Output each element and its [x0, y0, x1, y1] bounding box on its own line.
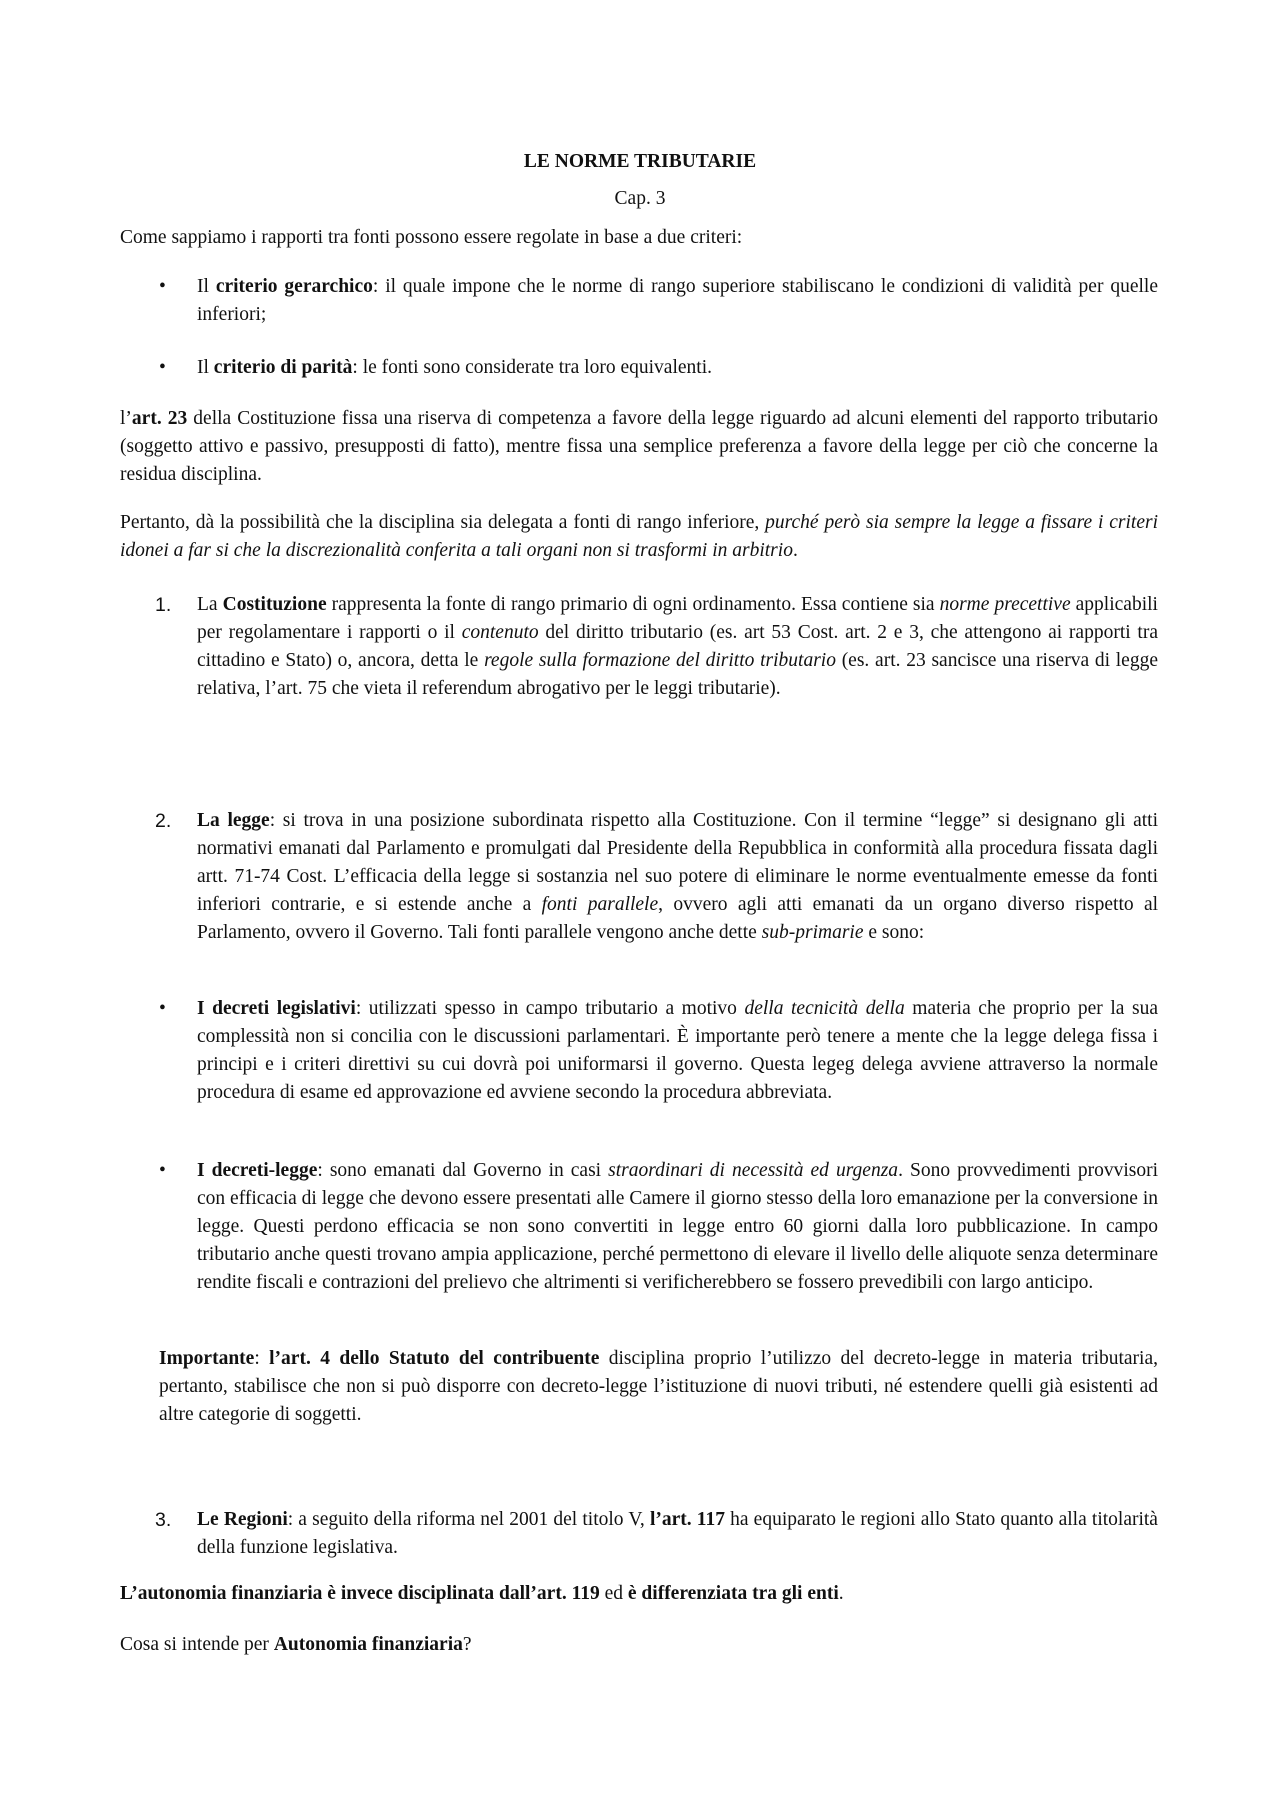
paragraph-autonomia: L’autonomia finanziaria è invece disciplinata dall’art. 119 ed è differenziata tra gli enti.	[120, 1583, 844, 1604]
paragraph-art-23: l’art. 23 della Costituzione fissa una riserva di competenza a favore della legge riguardo ad alcuni elementi del rapporto tributario (soggetto attivo e passivo, presupposti di fatto), mentre fissa una semplice preferenza a favore della legge per ciò che concerne la residua disciplina.	[120, 408, 1158, 485]
bullet-marker: •	[159, 357, 166, 378]
list-item-decreti-legislativi: I decreti legislativi: utilizzati spesso in campo tributario a motivo della tecnicità della materia che proprio per la sua complessità non si concilia con le discussioni parlamentari. È importante però tenere a mente che la legge delega fissa i principi e i criteri direttivi su cui dovrà poi uniformarsi il governo. Questa legeg delega avviene attraverso la normale procedura di esame ed approvazione ed avviene secondo la procedura abbreviata.	[197, 998, 1158, 1103]
bullet-marker: •	[159, 998, 166, 1019]
paragraph-pertanto: Pertanto, dà la possibilità che la disciplina sia delegata a fonti di rango inferiore, purché però sia sempre la legge a fissare i criteri idonei a far si che la discrezionalità conferita a tali organi non si trasformi in arbitrio.	[120, 512, 1158, 561]
intro-paragraph: Come sappiamo i rapporti tra fonti possono essere regolate in base a due criteri:	[120, 227, 743, 248]
chapter-label: Cap. 3	[614, 188, 666, 209]
list-item-costituzione: La Costituzione rappresenta la fonte di rango primario di ogni ordinamento. Essa contiene sia norme precettive applicabili per regolamentare i rapporti o il contenuto del diritto tributario (es. art 53 Cost. art. 2 e 3, che attengono ai rapporti tra cittadino e Stato) o, ancora, detta le regole sulla formazione del diritto tributario (es. art. 23 sancisce una riserva di legge relativa, l’art. 75 che vieta il referendum abrogativo per le leggi tributarie).	[197, 594, 1158, 699]
list-number: 2.	[155, 810, 172, 832]
paragraph-importante: Importante: l’art. 4 dello Statuto del contribuente disciplina proprio l’utilizzo del decreto-legge in materia tributaria, pertanto, stabilisce che non si può disporre con decreto-legge l’istituzione di nuovi tributi, né estendere quelli già esistenti ad altre categorie di soggetti.	[159, 1348, 1158, 1425]
bullet-marker: •	[159, 276, 166, 297]
list-number: 3.	[155, 1509, 172, 1531]
list-item-legge: La legge: si trova in una posizione subordinata rispetto alla Costituzione. Con il termine “legge” si designano gli atti normativi emanati dal Parlamento e promulgati dal Presidente della Repubblica in conformità alla procedura fissata dagli artt. 71-74 Cost. L’efficacia della legge si sostanzia nel suo potere di eliminare le norme eventualmente emesse da fonti inferiori contrarie, e si estende anche a fonti parallele, ovvero agli atti emanati da un organo diverso rispetto al Parlamento, ovvero il Governo. Tali fonti parallele vengono anche dette sub-primarie e sono:	[197, 810, 1159, 943]
bullet-marker: •	[159, 1160, 166, 1181]
paragraph-question: Cosa si intende per Autonomia finanziaria?	[120, 1634, 472, 1655]
document-title: LE NORME TRIBUTARIE	[523, 151, 757, 172]
list-item-criterio-parita: Il criterio di parità: le fonti sono considerate tra loro equivalenti.	[197, 357, 712, 378]
list-item-decreti-legge: I decreti-legge: sono emanati dal Governo in casi straordinari di necessità ed urgenza. Sono provvedimenti provvisori con efficacia di legge che devono essere presentati alle Camere il giorno stesso della loro emanazione per la conversione in legge. Questi perdono efficacia se non sono convertiti in legge entro 60 giorni dalla loro pubblicazione. In campo tributario anche questi trovano ampia applicazione, perché permettono di elevare il livello delle aliquote senza determinare rendite fiscali e contrazioni del prelievo che altrimenti si verificherebbero se fossero prevedibili con largo anticipo.	[197, 1160, 1159, 1293]
list-item-regioni: Le Regioni: a seguito della riforma nel 2001 del titolo V, l’art. 117 ha equiparato le regioni allo Stato quanto alla titolarità della funzione legislativa.	[197, 1509, 1158, 1558]
list-item-criterio-gerarchico: Il criterio gerarchico: il quale impone che le norme di rango superiore stabiliscano le condizioni di validità per quelle inferiori;	[197, 276, 1159, 325]
list-number: 1.	[155, 594, 172, 616]
